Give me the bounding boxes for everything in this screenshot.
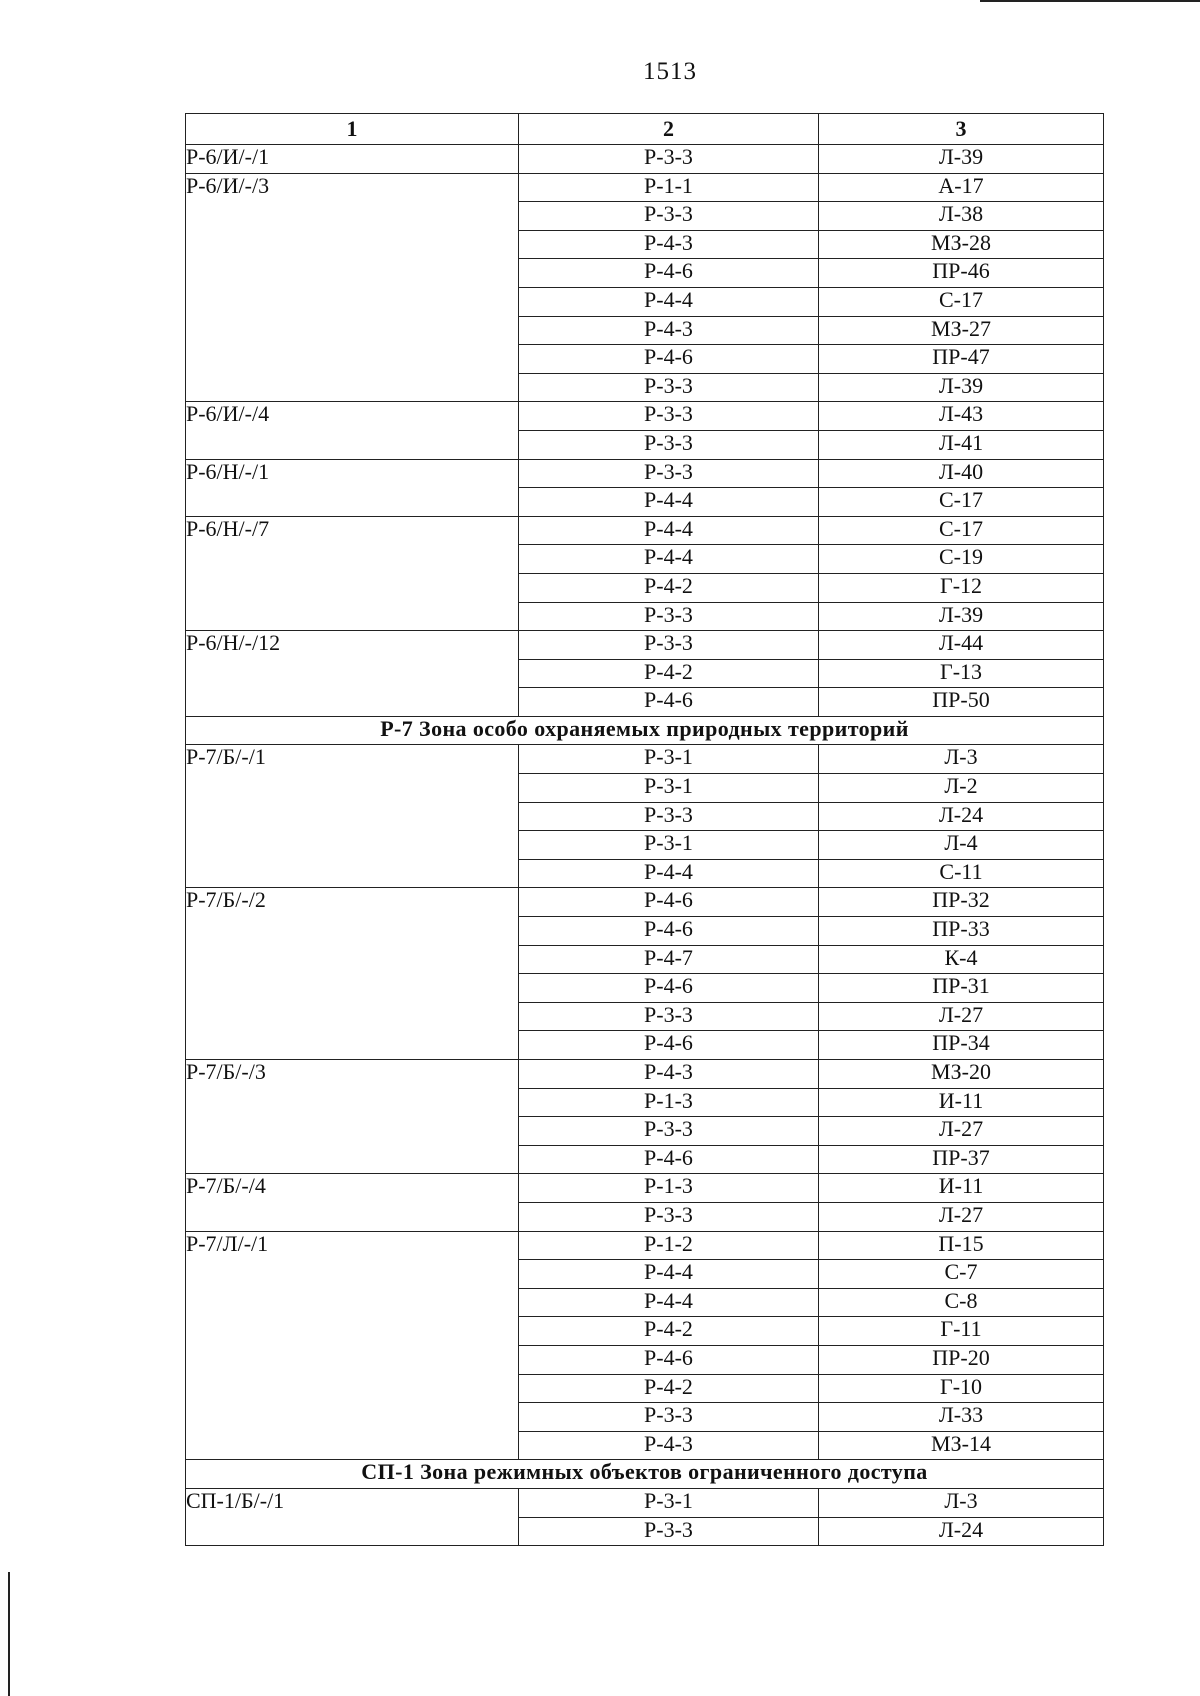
zone-code-cell: Р-7/Б/-/2 [186,888,519,1060]
table-row [186,888,1104,917]
column-3-cell: А-17 [819,173,1104,202]
table-row [186,1488,1104,1517]
column-3-cell: П-15 [819,1231,1104,1260]
column-2-cell: Р-3-3 [519,1403,819,1432]
column-2-cell: Р-4-6 [519,974,819,1003]
section-row [186,716,1104,745]
table-header-row [186,114,1104,145]
column-2-cell: Р-4-6 [519,688,819,717]
column-3-cell: ПР-33 [819,917,1104,946]
column-2-cell: Р-4-6 [519,345,819,374]
column-3-cell: Л-3 [819,1488,1104,1517]
column-2-cell: Р-4-4 [519,1260,819,1289]
column-3-cell: Л-4 [819,831,1104,860]
column-3-cell: ПР-37 [819,1145,1104,1174]
column-header-1: 1 [186,114,519,145]
zone-code-cell: СП-1/Б/-/1 [186,1488,519,1545]
column-3-cell: Л-43 [819,402,1104,431]
column-3-cell: ПР-46 [819,259,1104,288]
zone-code-cell: Р-7/Б/-/4 [186,1174,519,1231]
column-2-cell: Р-3-3 [519,373,819,402]
column-2-cell: Р-3-3 [519,631,819,660]
column-3-cell: И-11 [819,1088,1104,1117]
top-edge-rule [980,0,1200,2]
column-2-cell: Р-4-2 [519,659,819,688]
column-header-3: 3 [819,114,1104,145]
column-2-cell: Р-4-4 [519,545,819,574]
column-2-cell: Р-3-3 [519,1117,819,1146]
column-2-cell: Р-4-2 [519,1317,819,1346]
table-row [186,145,1104,174]
column-3-cell: ПР-32 [819,888,1104,917]
zone-code-cell: Р-6/И/-/3 [186,173,519,402]
column-3-cell: Г-13 [819,659,1104,688]
column-3-cell: Л-24 [819,1517,1104,1546]
column-2-cell: Р-4-3 [519,1060,819,1089]
column-header-2: 2 [519,114,819,145]
column-3-cell: ПР-20 [819,1345,1104,1374]
column-2-cell: Р-4-6 [519,259,819,288]
column-2-cell: Р-3-3 [519,602,819,631]
column-3-cell: И-11 [819,1174,1104,1203]
column-3-cell: С-17 [819,488,1104,517]
column-3-cell: Л-3 [819,745,1104,774]
column-2-cell: Р-3-3 [519,402,819,431]
column-2-cell: Р-4-6 [519,917,819,946]
column-3-cell: Л-39 [819,373,1104,402]
page-number: 1513 [643,58,697,85]
column-2-cell: Р-4-4 [519,516,819,545]
margin-mark [8,1572,10,1696]
column-3-cell: К-4 [819,945,1104,974]
zone-code-cell: Р-7/Л/-/1 [186,1231,519,1460]
column-3-cell: Г-10 [819,1374,1104,1403]
zone-table [185,113,1104,1546]
column-2-cell: Р-4-3 [519,230,819,259]
column-2-cell: Р-3-3 [519,1517,819,1546]
column-2-cell: Р-4-6 [519,1145,819,1174]
column-3-cell: Л-39 [819,602,1104,631]
column-2-cell: Р-3-3 [519,202,819,231]
column-3-cell: Л-27 [819,1202,1104,1231]
column-2-cell: Р-4-2 [519,573,819,602]
column-2-cell: Р-3-1 [519,774,819,803]
column-2-cell: Р-3-3 [519,430,819,459]
column-2-cell: Р-4-4 [519,287,819,316]
column-3-cell: С-7 [819,1260,1104,1289]
column-3-cell: Л-24 [819,802,1104,831]
column-2-cell: Р-1-2 [519,1231,819,1260]
column-3-cell: Г-11 [819,1317,1104,1346]
column-3-cell: МЗ-27 [819,316,1104,345]
column-3-cell: Л-38 [819,202,1104,231]
column-3-cell: С-19 [819,545,1104,574]
table-row [186,1060,1104,1089]
column-2-cell: Р-3-3 [519,802,819,831]
column-3-cell: Л-27 [819,1117,1104,1146]
column-3-cell: ПР-31 [819,974,1104,1003]
column-3-cell: ПР-34 [819,1031,1104,1060]
zone-code-cell: Р-6/Н/-/7 [186,516,519,630]
column-2-cell: Р-1-3 [519,1088,819,1117]
column-3-cell: С-11 [819,859,1104,888]
zone-code-cell: Р-6/Н/-/12 [186,631,519,717]
column-2-cell: Р-4-6 [519,888,819,917]
column-2-cell: Р-3-3 [519,459,819,488]
column-3-cell: Л-33 [819,1403,1104,1432]
column-2-cell: Р-3-1 [519,745,819,774]
zone-code-cell: Р-6/И/-/4 [186,402,519,459]
column-3-cell: МЗ-28 [819,230,1104,259]
column-2-cell: Р-1-1 [519,173,819,202]
column-3-cell: Л-41 [819,430,1104,459]
column-2-cell: Р-4-3 [519,1431,819,1460]
column-2-cell: Р-1-3 [519,1174,819,1203]
table-row [186,516,1104,545]
table-row [186,631,1104,660]
column-3-cell: Л-2 [819,774,1104,803]
column-2-cell: Р-4-4 [519,859,819,888]
column-3-cell: ПР-47 [819,345,1104,374]
section-row [186,1460,1104,1489]
zone-code-cell: Р-6/И/-/1 [186,145,519,174]
column-3-cell: С-17 [819,287,1104,316]
column-2-cell: Р-4-7 [519,945,819,974]
column-2-cell: Р-3-1 [519,831,819,860]
column-2-cell: Р-3-3 [519,1202,819,1231]
table-row [186,745,1104,774]
column-3-cell: С-17 [819,516,1104,545]
column-2-cell: Р-4-4 [519,1288,819,1317]
column-3-cell: Г-12 [819,573,1104,602]
zone-code-cell: Р-6/Н/-/1 [186,459,519,516]
column-3-cell: МЗ-20 [819,1060,1104,1089]
column-3-cell: ПР-50 [819,688,1104,717]
column-2-cell: Р-4-6 [519,1031,819,1060]
column-2-cell: Р-3-3 [519,145,819,174]
table-body [186,145,1104,1546]
column-3-cell: МЗ-14 [819,1431,1104,1460]
table-row [186,1174,1104,1203]
table-row [186,459,1104,488]
column-2-cell: Р-3-3 [519,1002,819,1031]
column-2-cell: Р-4-6 [519,1345,819,1374]
table-row [186,402,1104,431]
zone-code-cell: Р-7/Б/-/3 [186,1060,519,1174]
column-3-cell: Л-27 [819,1002,1104,1031]
column-3-cell: Л-39 [819,145,1104,174]
zone-code-cell: Р-7/Б/-/1 [186,745,519,888]
column-2-cell: Р-4-4 [519,488,819,517]
section-title: СП-1 Зона режимных объектов ограниченного доступа [186,1460,1104,1489]
column-3-cell: Л-40 [819,459,1104,488]
column-2-cell: Р-3-1 [519,1488,819,1517]
section-title: Р-7 Зона особо охраняемых природных территорий [186,716,1104,745]
column-3-cell: С-8 [819,1288,1104,1317]
column-2-cell: Р-4-3 [519,316,819,345]
table-row [186,1231,1104,1260]
column-2-cell: Р-4-2 [519,1374,819,1403]
column-3-cell: Л-44 [819,631,1104,660]
table-row [186,173,1104,202]
